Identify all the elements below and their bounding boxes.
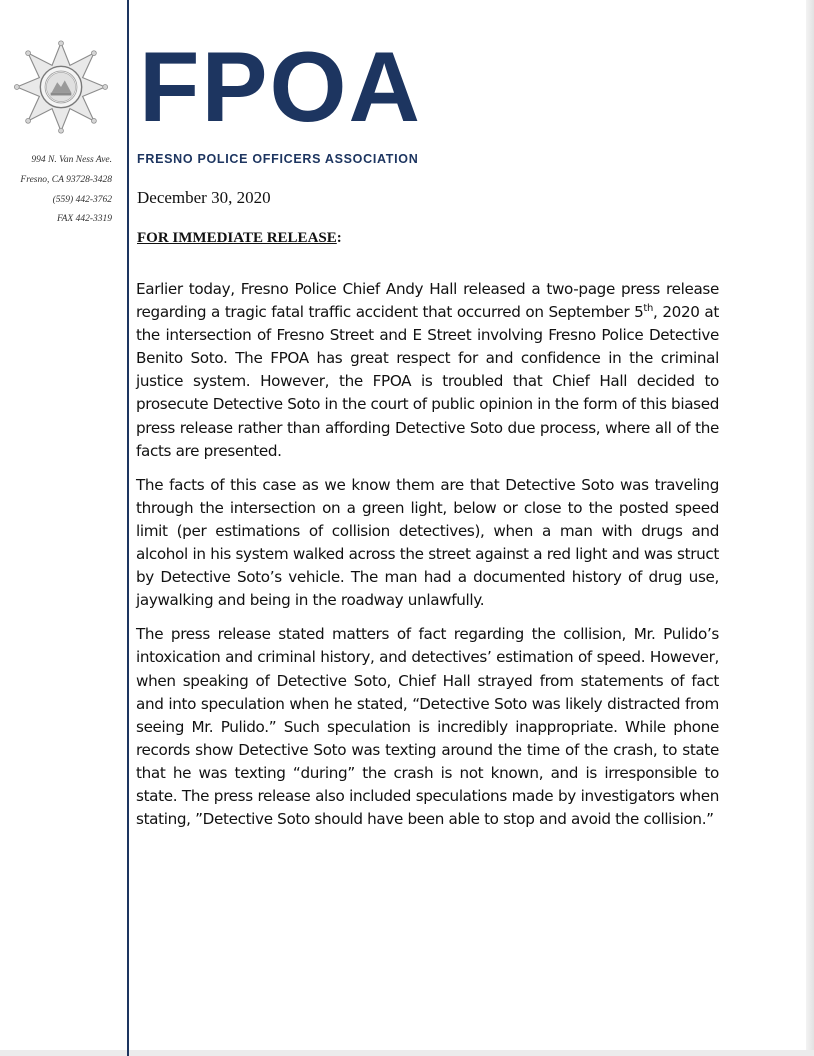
address-street: 994 N. Van Ness Ave. (31, 155, 112, 165)
press-release-body (136, 278, 719, 842)
fpoa-logo: FPOA (139, 31, 423, 142)
address-city: Fresno, CA 93728-3428 (20, 175, 112, 185)
page-bottom-edge (0, 1050, 814, 1056)
address-fax: FAX 442-3319 (57, 214, 112, 224)
letterhead-divider (127, 0, 129, 1056)
release-heading (137, 230, 342, 247)
paragraph-3: The press release stated matters of fact regarding the collision, Mr. Pulido’s intoxication and criminal history, and detectives’ estimation of speed. However, when speaking of Detective Soto, Chief Hall strayed from statements of fact and into speculation when he stated, “Detective Soto was likely distracted from seeing Mr. Pulido.” Such speculation is incredibly inappropriate. While phone records show Detective Soto was texting around the time of the crash, to state that he was texting “during” the crash is not known, and is irresponsible to state. The press release also included speculations made by investigators when stating, ”Detective Soto should have been able to stop and avoid the collision.” (136, 625, 719, 829)
release-colon: : (336, 230, 342, 246)
paragraph-1 (136, 278, 719, 463)
ordinal-suffix: th (643, 303, 653, 315)
address-phone: (559) 442-3762 (52, 195, 112, 205)
paragraph-2: The facts of this case as we know them are that Detective Soto was traveling through the intersection on a green light, below or close to the posted speed limit (per estimations of collision detectives), when a man with drugs and alcohol in his system walked across the street against a red light and was struct by Detective Soto’s vehicle. The man had a documented history of drug use, jaywalking and being in the roadway unlawfully. (136, 475, 719, 610)
star-badge-icon (14, 40, 108, 134)
paragraph-1-text-cont: , 2020 at the intersection of Fresno Street and E Street involving Fresno Police Detective Benito Soto. The FPOA has great respect for and confidence in the criminal justice system. However, the FPOA is troubled that Chief Hall decided to prosecute Detective Soto in the court of public opinion in the form of this biased press release rather than affording Detective Soto due process, where all of the facts are presented. (136, 303, 719, 460)
release-date: December 30, 2020 (137, 188, 271, 207)
organization-name: FRESNO POLICE OFFICERS ASSOCIATION (137, 152, 419, 166)
paragraph-1-text: Earlier today, Fresno Police Chief Andy Hall released a two-page press release regarding a tragic fatal traffic accident that occurred on September 5 (136, 280, 719, 322)
page-edge-shadow (806, 0, 814, 1056)
release-label: FOR IMMEDIATE RELEASE (137, 230, 337, 246)
